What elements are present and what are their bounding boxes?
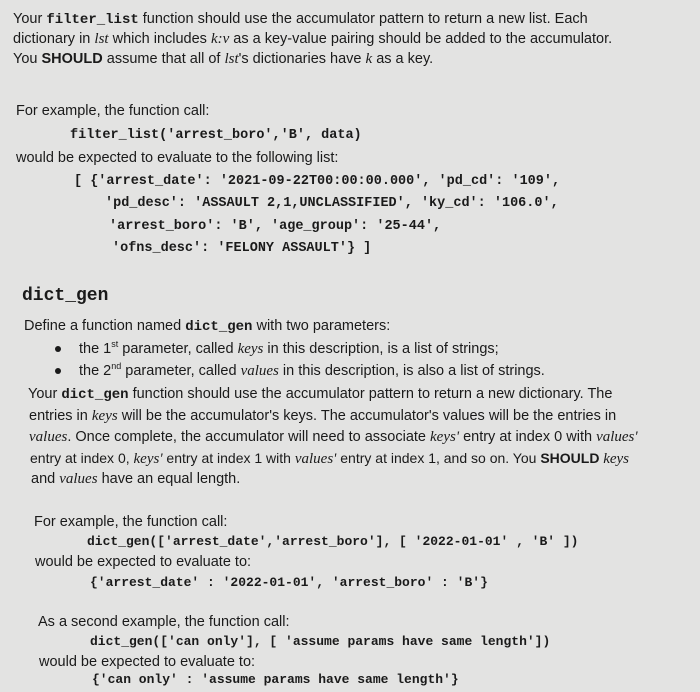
text: which includes <box>108 31 211 47</box>
italic-k: k <box>365 51 373 67</box>
italic-kv: k:v <box>210 31 230 47</box>
text: with two parameters: <box>252 318 391 334</box>
text: entry at index 0 with <box>459 429 597 445</box>
text: in this description, is a list of strings; <box>263 341 499 357</box>
result-line-2: 'pd_desc': 'ASSAULT 2,1,UNCLASSIFIED', 'ky_cd': '106.0', <box>105 196 559 211</box>
text: function should use the accumulator pattern to return a new list. Each <box>138 11 588 27</box>
italic-values: values' <box>596 429 638 445</box>
text: function should use the accumulator pattern to return a new dictionary. The <box>128 386 613 402</box>
italic-lst: lst <box>224 51 239 67</box>
intro-line-2 <box>13 29 612 49</box>
text: in this description, is also a list of strings. <box>278 363 545 379</box>
expected-label: would be expected to evaluate to the following list: <box>16 150 339 166</box>
text: dictionary in <box>13 31 95 47</box>
bullet-icon <box>55 368 61 374</box>
example2-result: {'can only' : 'assume params have same length'} <box>92 672 459 687</box>
para-line-1 <box>28 384 612 405</box>
text: . Once complete, the accumulator will need to associate <box>67 429 431 445</box>
italic-keys: keys' <box>430 429 460 445</box>
text: assume that all of <box>102 51 225 67</box>
code-filter-list: filter_list <box>46 12 139 28</box>
bold-should: SHOULD <box>41 51 103 67</box>
example1-result: {'arrest_date' : '2022-01-01', 'arrest_boro' : 'B'} <box>90 575 488 590</box>
example-label: For example, the function call: <box>16 103 210 119</box>
result-line-1: [ {'arrest_date': '2021-09-22T00:00:00.000', 'pd_cd': '109', <box>74 174 561 189</box>
text: You <box>13 51 42 67</box>
superscript: st <box>111 339 119 350</box>
text: have an equal length. <box>97 471 241 487</box>
text: entries in <box>29 408 92 424</box>
text: and <box>31 471 60 487</box>
example1-expected: would be expected to evaluate to: <box>35 554 252 570</box>
text: parameter, called <box>121 363 241 379</box>
italic-values: values <box>59 471 98 487</box>
intro-line-3 <box>13 49 433 69</box>
italic-keys: keys <box>599 451 629 467</box>
intro-line-1 <box>13 9 588 30</box>
example2-call: dict_gen(['can only'], [ 'assume params have same length']) <box>90 634 551 649</box>
para-line-2 <box>29 406 616 426</box>
italic-keys: keys <box>91 408 118 424</box>
result-line-3: 'arrest_boro': 'B', 'age_group': '25-44', <box>109 219 442 234</box>
section-heading: dict_gen <box>22 286 109 306</box>
text: Define a function named <box>24 318 186 334</box>
superscript: nd <box>111 361 122 372</box>
italic-values: values <box>29 429 68 445</box>
bullet-item-1 <box>79 339 499 359</box>
example1-label: For example, the function call: <box>34 514 228 530</box>
bullet-icon <box>55 346 61 352</box>
text: parameter, called <box>118 341 238 357</box>
bold-should: SHOULD <box>540 450 600 466</box>
para-line-5 <box>31 469 240 489</box>
text: entry at index 0, <box>30 450 134 466</box>
define-line <box>24 316 390 337</box>
text: entry at index 1, and so on. You <box>336 450 541 466</box>
text: Your <box>28 386 62 402</box>
italic-values: values <box>240 363 279 379</box>
text: as a key. <box>372 51 434 67</box>
italic-lst: lst <box>94 31 109 47</box>
text: will be the accumulator's keys. The accumulator's values will be the entries in <box>117 408 617 424</box>
text: the 2 <box>79 363 112 379</box>
example-call: filter_list('arrest_boro','B', data) <box>70 128 362 143</box>
code-dict-gen: dict_gen <box>185 319 253 335</box>
italic-keys: keys <box>237 341 264 357</box>
code-dict-gen: dict_gen <box>61 387 129 403</box>
italic-keys: keys' <box>133 451 163 467</box>
para-line-4 <box>30 448 629 469</box>
example2-label: As a second example, the function call: <box>38 614 290 630</box>
example2-expected: would be expected to evaluate to: <box>39 654 256 670</box>
text: the 1 <box>79 341 112 357</box>
result-line-4: 'ofns_desc': 'FELONY ASSAULT'} ] <box>112 241 372 256</box>
para-line-3 <box>29 427 638 447</box>
example1-call: dict_gen(['arrest_date','arrest_boro'], [ '2022-01-01' , 'B' ]) <box>87 534 579 549</box>
text: 's dictionaries have <box>238 51 366 67</box>
text: as a key-value pairing should be added to the accumulator. <box>229 31 613 47</box>
bullet-item-2 <box>79 361 545 381</box>
text: Your <box>13 11 47 27</box>
italic-values: values' <box>294 451 337 467</box>
text: entry at index 1 with <box>162 450 295 466</box>
